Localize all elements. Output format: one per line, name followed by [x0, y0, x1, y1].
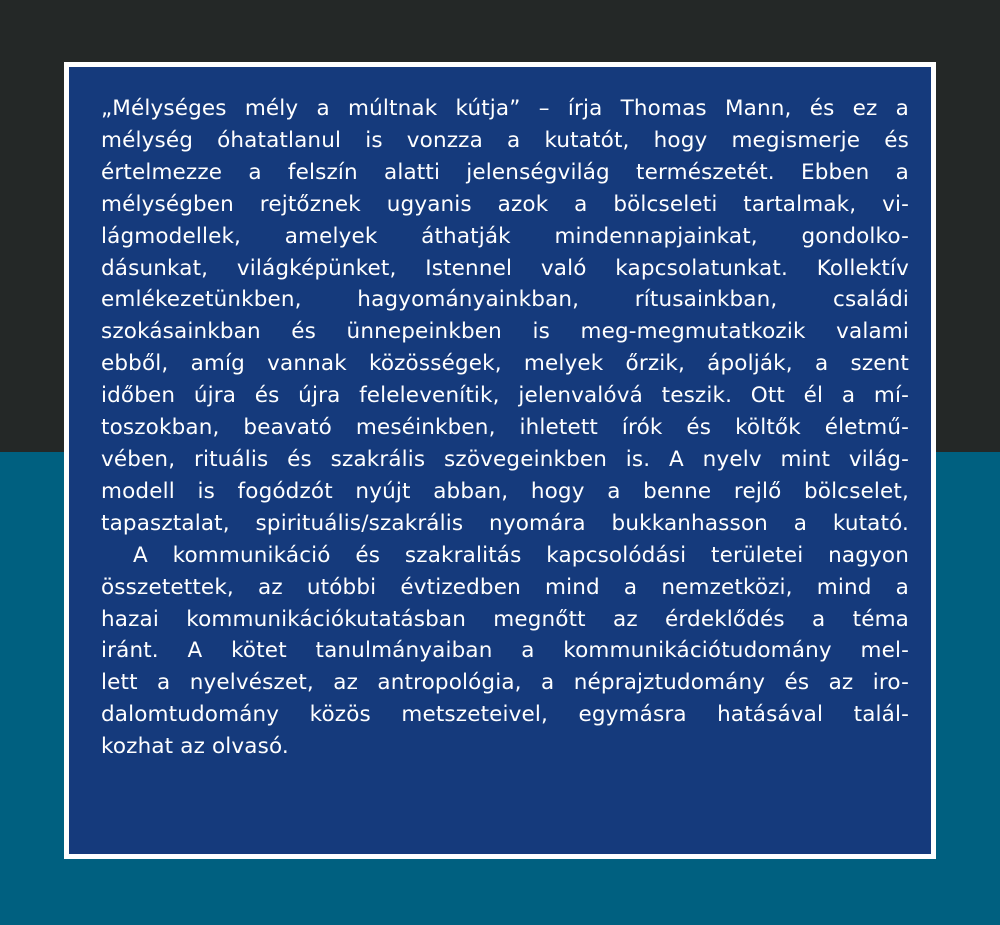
text-line: hazai kommunikációkutatásban megnőtt az érdeklődés a téma	[101, 606, 909, 632]
text-line: lett a nyelvészet, az antropológia, a néprajztudomány és az iro-	[101, 670, 909, 696]
text-line: tapasztalat, spirituális/szakrális nyomára bukkanhasson a kutató.	[101, 510, 909, 536]
text-line: toszokban, beavató meséinkben, ihletett írók és költők életmű-	[101, 415, 909, 441]
text-line: szokásainkban és ünnepeinkben is meg-megmutatkozik valami	[101, 319, 909, 345]
text-line: mélység óhatatlanul is vonzza a kutatót, hogy megismerje és	[101, 127, 909, 153]
paragraph-1	[101, 93, 909, 540]
text-body	[101, 93, 909, 763]
text-line: dásunkat, világképünket, Istennel való kapcsolatunkat. Kollektív	[101, 255, 909, 281]
text-line: dalomtudomány közös metszeteivel, egymásra hatásával talál-	[101, 702, 909, 728]
text-line: időben újra és újra felelevenítik, jelenvalóvá teszik. Ott él a mí-	[101, 383, 909, 409]
text-line: összetettek, az utóbbi évtizedben mind a nemzetközi, mind a	[101, 574, 909, 600]
text-line: értelmezze a felszín alatti jelenségvilág természetét. Ebben a	[101, 159, 909, 185]
paragraph-2	[101, 540, 909, 763]
text-line: emlékezetünkben, hagyományainkban, rítusainkban, családi	[101, 287, 909, 313]
text-line: vében, rituális és szakrális szövegeinkben is. A nyelv mint világ-	[101, 446, 909, 472]
text-line: kozhat az olvasó.	[101, 734, 289, 760]
text-line: ebből, amíg vannak közösségek, melyek őrzik, ápolják, a szent	[101, 351, 909, 377]
text-panel	[64, 62, 936, 859]
text-line: A kommunikáció és szakralitás kapcsolódási területei nagyon	[133, 542, 909, 568]
text-line: iránt. A kötet tanulmányaiban a kommunikációtudomány mel-	[101, 638, 909, 664]
text-line: „Mélységes mély a múltnak kútja” – írja Thomas Mann, és ez a	[101, 96, 909, 121]
text-line: mélységben rejtőznek ugyanis azok a bölcseleti tartalmak, vi-	[101, 191, 909, 217]
text-line: lágmodellek, amelyek áthatják mindennapjainkat, gondolko-	[101, 223, 909, 249]
text-line: modell is fogódzót nyújt abban, hogy a benne rejlő bölcselet,	[101, 478, 909, 504]
